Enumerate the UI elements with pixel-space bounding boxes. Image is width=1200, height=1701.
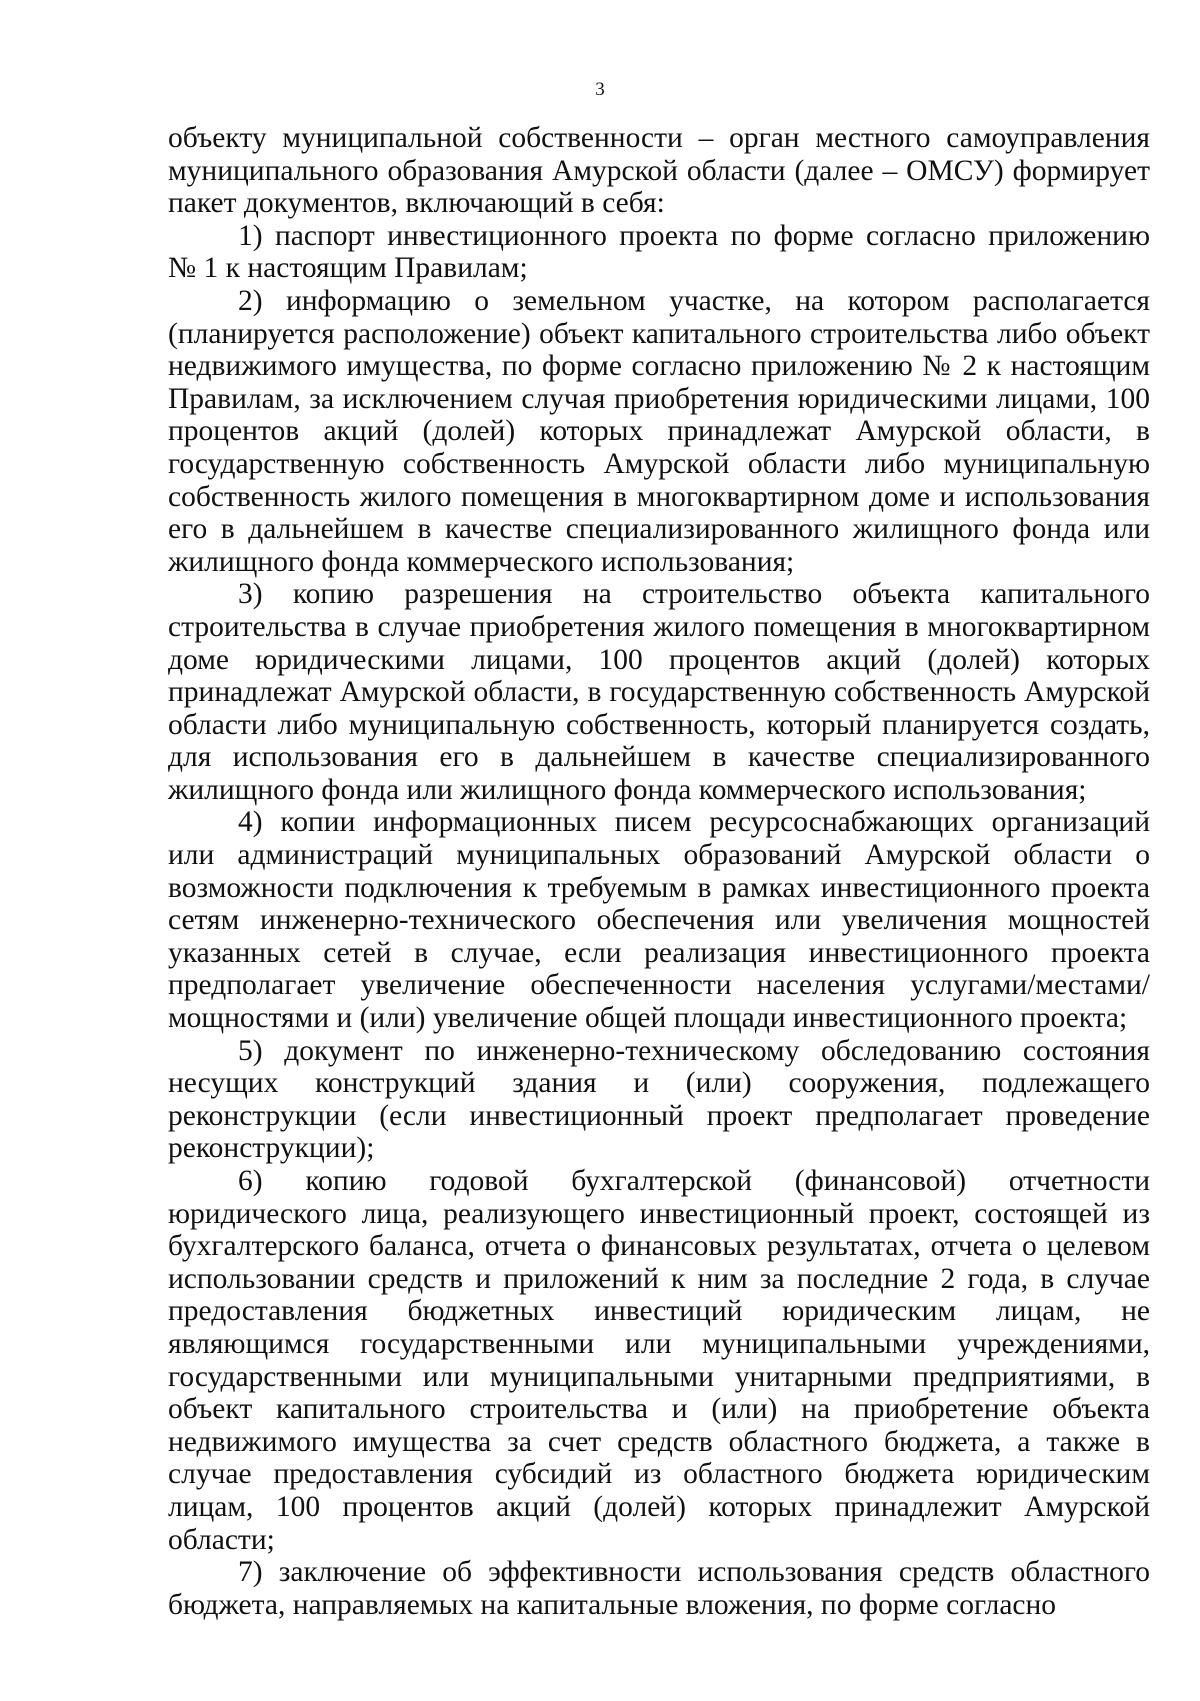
page-number: 3: [595, 79, 605, 100]
list-item-7: 7) заключение об эффективности использования средств областного бюджета, направляемых на капитальные вложения, по форме согласно: [168, 1556, 1150, 1621]
list-item-2: 2) информацию о земельном участке, на котором располагается (планируется расположение) объект капитального строительства либо объект недвижимого имущества, по форме согласно приложению № 2 к настоящим Правилам, за исключением случая приобретения юридическими лицами, 100 процентов акций (долей) которых принадлежат Амурской области, в государственную собственность Амурской области либо муниципальную собственность жилого помещения в многоквартирном доме и использования его в дальнейшем в качестве специализированного жилищного фонда или жилищного фонда коммерческого использования;: [168, 284, 1150, 578]
document-body: [168, 122, 1150, 1621]
list-item-4: 4) копии информационных писем ресурсоснабжающих организаций или администраций муниципальных образований Амурской области о возможности подключения к требуемым в рамках инвестиционного проекта сетям инженерно-технического обеспечения или увеличения мощностей указанных сетей в случае, если реализация инвестиционного проекта предполагает увеличение обеспеченности населения услугами/местами/мощностями и (или) увеличение общей площади инвестиционного проекта;: [168, 806, 1150, 1035]
list-item-5: 5) документ по инженерно-техническому обследованию состояния несущих конструкций здания и (или) сооружения, подлежащего реконструкции (если инвестиционный проект предполагает проведение реконструкции);: [168, 1034, 1150, 1165]
list-item-1: 1) паспорт инвестиционного проекта по форме согласно приложению № 1 к настоящим Правилам;: [168, 219, 1150, 285]
list-item-6: 6) копию годовой бухгалтерской (финансовой) отчетности юридического лица, реализующего инвестиционный проект, состоящей из бухгалтерского баланса, отчета о финансовых результатах, отчета о целевом использовании средств и приложений к ним за последние 2 года, в случае предоставления бюджетных инвестиций юридическим лицам, не являющимся государственными или муниципальными учреждениями, государственными или муниципальными унитарными предприятиями, в объект капитального строительства и (или) на приобретение объекта недвижимого имущества за счет средств областного бюджета, а также в случае предоставления субсидий из областного бюджета юридическим лицам, 100 процентов акций (долей) которых принадлежит Амурской области;: [168, 1165, 1150, 1556]
paragraph-intro: объекту муниципальной собственности – орган местного самоуправления муниципального образования Амурской области (далее – ОМСУ) формирует пакет документов, включающий в себя:: [168, 122, 1150, 220]
list-item-3: 3) копию разрешения на строительство объекта капитального строительства в случае приобретения жилого помещения в многоквартирном доме юридическими лицами, 100 процентов акций (долей) которых принадлежат Амурской области, в государственную собственность Амурской области либо муниципальную собственность, который планируется создать, для использования его в дальнейшем в качестве специализированного жилищного фонда или жилищного фонда коммерческого использования;: [168, 578, 1150, 806]
